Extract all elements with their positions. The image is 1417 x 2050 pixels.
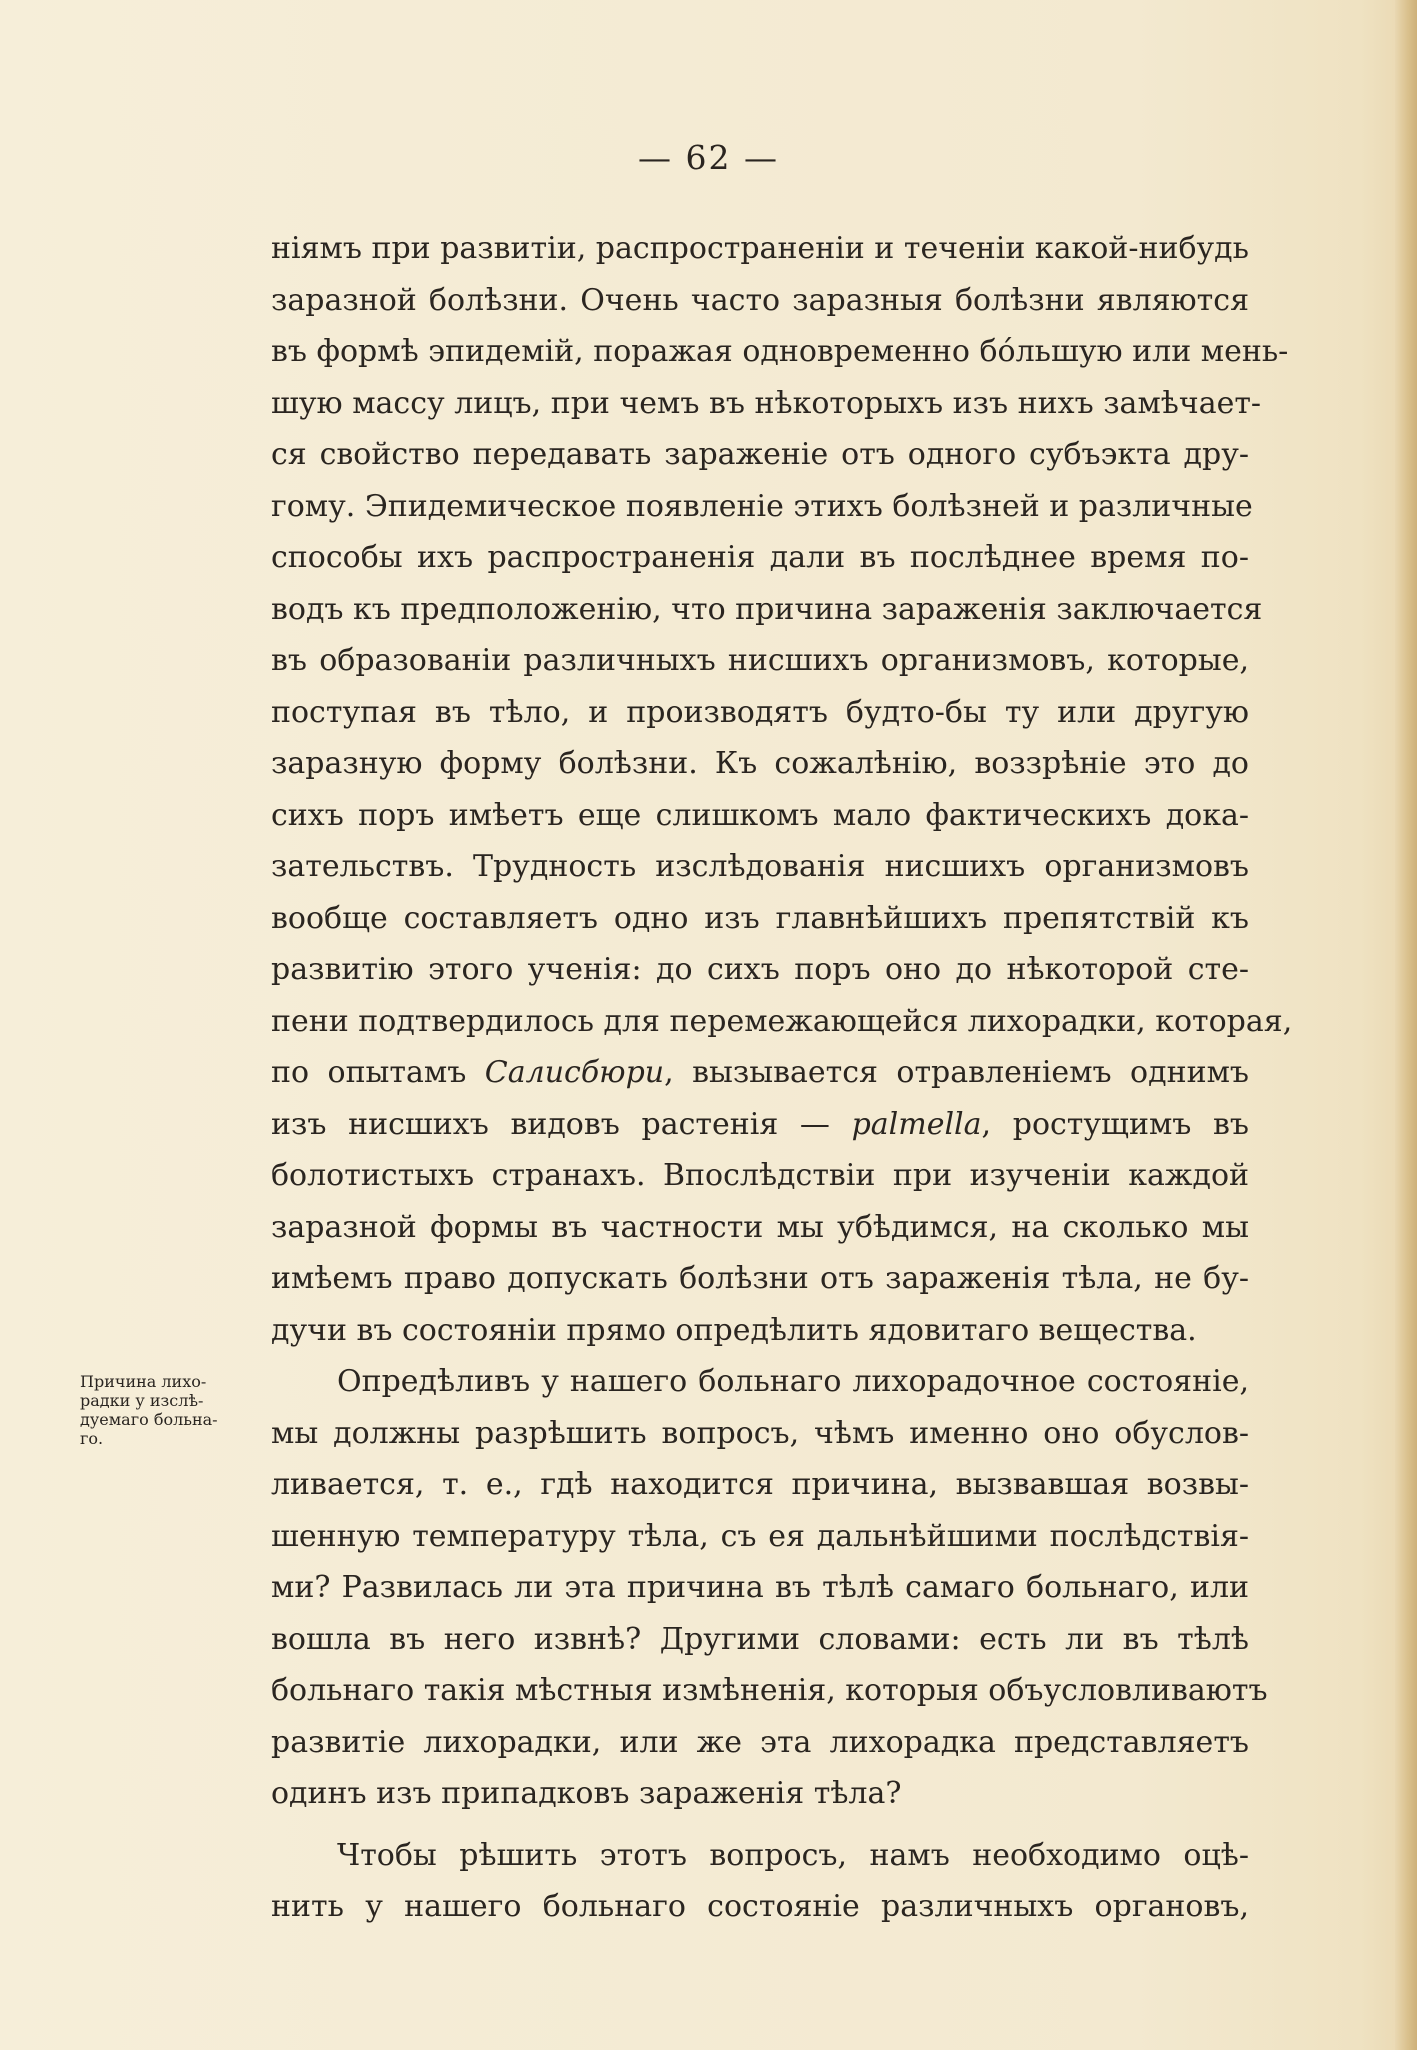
text-line: въ формѣ эпидемій, поражая одновременно бо́льшую или мень- bbox=[271, 334, 1289, 369]
text-line: пени подтвердилось для перемежающейся лихорадки, которая, bbox=[271, 1003, 1293, 1039]
margin-note bbox=[80, 1372, 250, 1448]
paragraph-start: Чтобы рѣшить этотъ вопросъ, намъ необходимо оцѣ- bbox=[337, 1837, 1249, 1873]
text-segment: изъ нисшихъ видовъ растенія — bbox=[271, 1106, 852, 1142]
page-edge bbox=[1395, 0, 1417, 2050]
margin-note-line: го. bbox=[80, 1429, 104, 1448]
italic-name: Салисбюри bbox=[484, 1055, 665, 1090]
text-line: мы должны разрѣшить вопросъ, чѣмъ именно оно обуслов- bbox=[271, 1415, 1249, 1451]
text-line: ми? Развилась ли эта причина въ тѣлѣ самаго больнаго, или bbox=[271, 1570, 1249, 1605]
text-line: болотистыхъ странахъ. Впослѣдствіи при изученіи каждой bbox=[271, 1158, 1249, 1193]
text-line: ся свойство передавать зараженіе отъ одного субъэкта дру- bbox=[271, 437, 1249, 472]
text-line: заразной формы въ частности мы убѣдимся, на сколько мы bbox=[271, 1209, 1249, 1245]
text-segment: по опытамъ bbox=[271, 1055, 485, 1090]
text-line: больнаго такія мѣстныя измѣненія, которыя объусловливаютъ bbox=[271, 1673, 1268, 1708]
text-line: поступая въ тѣло, и производятъ будто-бы ту или другую bbox=[271, 694, 1249, 730]
text-line: водъ къ предположенію, что причина зараженія заключается bbox=[271, 591, 1263, 627]
text-line: развитіе лихорадки, или же эта лихорадка представляетъ bbox=[271, 1724, 1249, 1760]
text-line: дучи въ состояніи прямо опредѣлить ядовитаго вещества. bbox=[271, 1312, 1197, 1348]
paragraph-gap bbox=[271, 1820, 1249, 1830]
text-line: одинъ изъ припадковъ зараженія тѣла? bbox=[271, 1776, 902, 1811]
page-number: — 62 — bbox=[638, 138, 779, 177]
text-line: въ образованіи различныхъ нисшихъ организмовъ, которые, bbox=[271, 643, 1249, 678]
text-line: ливается, т. е., гдѣ находится причина, вызвавшая возвы- bbox=[271, 1467, 1249, 1502]
text-line: шенную температуру тѣла, съ ея дальнѣйшими послѣдствія- bbox=[271, 1518, 1249, 1554]
text-line: шую массу лицъ, при чемъ въ нѣкоторыхъ изъ нихъ замѣчает- bbox=[271, 385, 1262, 421]
text-line-with-italic bbox=[271, 1099, 1249, 1151]
paragraph-start: Опредѣливъ у нашего больнаго лихорадочное состояніе, bbox=[337, 1364, 1249, 1399]
text-line: заразной болѣзни. Очень часто заразныя болѣзни являются bbox=[271, 282, 1249, 318]
body-text bbox=[271, 223, 1293, 1933]
text-line: имѣемъ право допускать болѣзни отъ зараженія тѣла, не бу- bbox=[271, 1261, 1249, 1296]
text-line: гому. Эпидемическое появленіе этихъ болѣзней и различные bbox=[271, 488, 1253, 524]
text-line: вообще составляетъ одно изъ главнѣйшихъ препятствій къ bbox=[271, 900, 1249, 936]
text-line: сихъ поръ имѣетъ еще слишкомъ мало фактическихъ дока- bbox=[271, 797, 1249, 833]
text-line: способы ихъ распространенія дали въ послѣднее время по- bbox=[271, 540, 1249, 575]
text-line: нить у нашего больнаго состояніе различныхъ органовъ, bbox=[271, 1889, 1249, 1924]
text-line: заразную форму болѣзни. Къ сожалѣнію, воззрѣніе это до bbox=[271, 746, 1249, 781]
margin-note-line: дуемаго больна- bbox=[80, 1410, 218, 1429]
text-line: вошла въ него извнѣ? Другими словами: есть ли въ тѣлѣ bbox=[271, 1621, 1249, 1657]
text-line: зательствъ. Трудность изслѣдованія нисшихъ организмовъ bbox=[271, 849, 1249, 884]
italic-name: palmella bbox=[851, 1106, 982, 1142]
text-segment: , ростущимъ въ bbox=[981, 1106, 1249, 1142]
text-segment: , вызывается отравленіемъ однимъ bbox=[664, 1055, 1250, 1090]
margin-note-line: радки у изслѣ- bbox=[80, 1391, 204, 1410]
text-line: ніямъ при развитіи, распространеніи и теченіи какой-нибудь bbox=[271, 231, 1249, 266]
text-line-with-italic bbox=[271, 1047, 1249, 1099]
text-line: развитію этого ученія: до сихъ поръ оно до нѣкоторой сте- bbox=[271, 952, 1249, 987]
margin-note-line: Причина лихо- bbox=[80, 1372, 207, 1391]
